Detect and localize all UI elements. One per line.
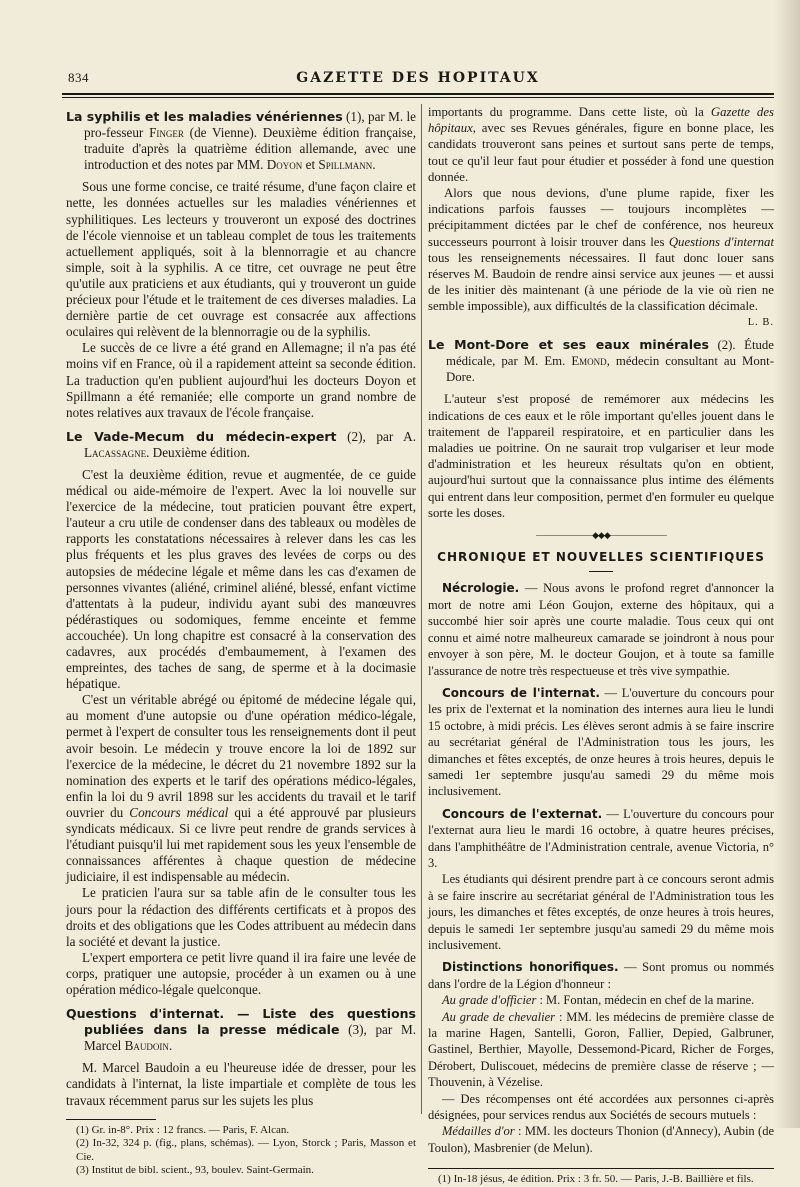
paragraph: Le succès de ce livre a été grand en Allemagne; il n'a pas été moins vif en France, où il a rapidement atteint sa seconde édition. La traduction qu'en publient aujourd'hui les docteurs Doyon et Spillmann a été remaniée; elle comporte un grand nombre de notes relatives aux travaux de l'école française. — [66, 340, 416, 420]
review-title: La syphilis et les maladies vénériennes — [66, 109, 343, 124]
review-ref: (1), par M. le pro-fesseur — [84, 109, 416, 141]
translator-name: Spillmann — [318, 157, 373, 173]
review-ref: (2), par A. — [336, 428, 417, 444]
news-section — [428, 580, 774, 1156]
news-item — [428, 806, 774, 872]
news-paragraph: — Des récompenses ont été accordées aux personnes ci-après désignées, pour services rendus aux Sociétés de secours mutuels : — [428, 1091, 774, 1123]
review-syphilis-heading — [66, 109, 416, 173]
review-title: Questions d'internat. — Liste des questions publiées dans la presse médicale — [66, 1006, 416, 1038]
news-head: Nécrologie. — [442, 581, 520, 596]
right-column — [428, 104, 774, 1187]
italic-label: Au grade de chevalier — [442, 1009, 556, 1024]
paragraph — [428, 185, 774, 315]
text-run: Alors que nous devions, d'une plume rapide, fixer les indications parfois fausses — toujours incomplètes — précipitamment dictées par le chef de conférence, nos heureux successeurs pourront à loisir trouver dans les — [428, 186, 774, 249]
review-desc: . Deuxième édition. — [146, 444, 251, 460]
footnote: (2) In-32, 324 p. (fig., plans, schémas). — Lyon, Storck ; Paris, Masson et Cie. — [76, 1137, 416, 1163]
paragraph — [66, 692, 416, 885]
review-author: Emond — [571, 354, 607, 369]
section-ornament: ———————◆◆◆——————— — [536, 530, 666, 541]
news-item — [428, 959, 774, 992]
footnote: (1) In-18 jésus, 4e édition. Prix : 3 fr. 50. — Paris, J.-B. Baillière et fils. — [438, 1173, 754, 1186]
text-run: , avec ses Revues générales, figure en bonne place, les candidats trouveront sans peines et surtout sans perte de temps, tout ce qu'il leur faut pour étudier et posséder à fond une question donnée. — [428, 121, 774, 184]
review-ref: (2). Étude médicale, par M. Em. — [446, 337, 774, 369]
italic-label: Au grade d'officier — [442, 993, 537, 1008]
news-paragraph: Les étudiants qui désirent prendre part à ce concours seront admis à se faire inscrire au secrétariat général de l'Administration tous les jours, les dimanches et fêtes exceptés, de onze heures à trois heures, depuis le samedi 1er septembre jusqu'au samedi 29 du même mois inclusivement. — [428, 872, 774, 953]
paragraph: Sous une forme concise, ce traité résume, d'une façon claire et nette, les données actuelles sur les maladies vénériennes et syphilitiques. Les lecteurs y trouveront un exposé des doctrines de l'école viennoise et un tableau complet de tous les traitements actuellement appliqués, soit à la blennorragie et au chancre simple, soit à la syphilis. A ce titre, cet ouvrage ne peut être qu'utile aux praticiens et aux étudiants, qui y trouveront un guide précieux pour l'étude et le traitement de ces diverses maladies. La dernière partie de cet ouvrage est consacrée aux affections oculaires qui relèvent de la blennorragie ou de la syphilis. — [66, 179, 416, 340]
footnote: (1) Gr. in-8°. Prix : 12 francs. — Paris, F. Alcan. — [76, 1123, 290, 1136]
header-rule-thin — [62, 97, 774, 98]
news-paragraph — [428, 1123, 774, 1156]
news-paragraph — [428, 1009, 774, 1091]
short-rule — [589, 571, 613, 572]
text-run: tous les renseignements nécessaires. Il faut donc louer sans réserves M. Baudoin de rendre ainsi service aux jeunes — et aussi de les initier dès maintenant (à une période de la vie où rien ne semble impossible), aux difficultés de la classification décimale. — [428, 250, 774, 314]
author-signature: L. B. — [747, 316, 774, 328]
news-head: Distinctions honorifiques. — [442, 960, 619, 975]
chronique-heading: CHRONIQUE ET NOUVELLES SCIENTIFIQUES — [437, 550, 765, 565]
column-divider — [421, 104, 422, 1114]
news-text: — L'ouverture du concours pour l'externat aura lieu le mardi 16 octobre, à quatre heures précises, dans l'amphithéâtre de l'Administration centrale, avenue Victoria, n° 3. — [428, 806, 774, 870]
paragraph: M. Marcel Baudoin a eu l'heureuse idée de dresser, pour les candidats à l'internat, la liste impartiale et complète de tous les travaux récemment parus sur les sujets les plus — [66, 1060, 416, 1108]
news-text: — Nous avons le profond regret d'annoncer la mort de notre ami Léon Goujon, externe des hôpitaux, qui a succombé hier soir après une courte maladie. Tous ceux qui ont connu et aimé notre malheureux camarade se joindront à nous pour envoyer à son père, M. le docteur Goujon, et à toute sa famille l'assurance de notre très respectueuse et très vive sympathie. — [428, 581, 774, 678]
news-head: Concours de l'externat. — [442, 806, 603, 821]
news-paragraph — [428, 992, 774, 1008]
news-text: — L'ouverture du concours pour les prix de l'externat et la nomination des internes aura lieu le lundi 15 octobre, à midi précis. Les élèves seront admis à se faire inscrire au secrétariat général de l'Administration tous les jours, les dimanches et fêtes exceptés, de onze heures à trois heures, depuis le samedi 1er septembre jusqu'au samedi 29 du même mois inclusivement. — [428, 685, 775, 799]
translator-name: Doyon — [266, 157, 303, 173]
paragraph: Le praticien l'aura sur sa table afin de le consulter tous les jours pour la rédaction des différents certificats et à propos des droits et des obligations que les Codes attribuent au médecin dans la société et devant la justice. — [66, 885, 416, 949]
paragraph: L'expert emportera ce petit livre quand il ira faire une levée de corps, pratiquer une autopsie, procéder à un examen ou à une opération médico-légale quelconque. — [66, 949, 416, 997]
conjunction: et — [302, 157, 319, 173]
journal-title: GAZETTE DES HOPITAUX — [296, 70, 540, 86]
news-text: : MM. les docteurs Thonion (d'Annecy), Aubin (de Toulon), Masbrenier (de Melun). — [428, 1124, 774, 1155]
review-author: Finger — [149, 125, 184, 141]
paragraph: L'auteur s'est proposé de remémorer aux médecins les indications de ces eaux et le rôle important qu'elles jouent dans le traitement de l'appareil respiratoire, et en particulier dans les maladies ue poitrine. On ne saurait trop vulgariser et leur mode d'administration et les heureux résultats qu'on en obtient, aujourd'hui surtout que la connaissance plus intime des éléments qui entrent dans leur composition, permet d'en formuler eu quelque sorte les doses. — [428, 392, 774, 520]
review-montdore-heading — [428, 337, 774, 386]
punctuation: . — [168, 1038, 173, 1054]
text-run: C'est un véritable abrégé ou épitomé de médecine légale qui, au moment d'une autopsie ou d'une opération médico-légale, permet à l'expert de consulter tous les renseignements dont il peut avoir besoin. Le médecin y trouve encore la loi de 1892 sur l'exercice de la médecine, le décret du 21 novembre 1892 sur la nomination des experts et le tarif des opérations médico-légales, enfin la loi du 9 avril 1898 sur les accidents du travail et le tarif ouvrier du — [66, 692, 416, 820]
text-run: importants du programme. Dans cette liste, où la — [428, 105, 711, 119]
review-ref: (3), par M. Marcel — [84, 1022, 416, 1054]
italic-title: Gazette des hôpitaux — [428, 105, 774, 136]
italic-title: Questions d'internat — [668, 234, 775, 249]
news-text: : MM. les médecins de première classe de la marine Hagen, Santelli, Goron, Fallier, Depied, Galbruner, Gastinel, Berthier, Mayolle, Dessemond-Picard, Richer de Forges, Dérobert, Duliscouet, médecins de première classe de réserve ; — Thouvenin, à Vézelise. — [428, 1009, 774, 1090]
review-author: Lacassagne — [84, 444, 147, 460]
news-item — [428, 685, 774, 800]
news-item — [428, 580, 774, 678]
news-text: — Sont promus ou nommés dans l'ordre de la Légion d'honneur : — [428, 960, 774, 991]
italic-label: Médailles d'or — [442, 1124, 515, 1139]
left-column — [66, 104, 416, 1178]
italic-title: Concours médical — [129, 804, 229, 820]
punctuation: . — [372, 157, 376, 173]
review-desc: (de Vienne). Deuxième édition française, traduite d'après la quatrième édition allemande, avec une introduction et des notes par MM. — [84, 125, 416, 173]
review-title: Le Mont-Dore et ses eaux minérales — [428, 336, 709, 352]
header-rule — [62, 93, 774, 95]
page-number: 834 — [68, 70, 89, 85]
review-desc: , médecin consultant au Mont-Dore. — [446, 354, 774, 385]
page-edge-shadow — [774, 0, 800, 1128]
footnote: (3) Institut de bibl. scient., 93, boulev. Saint-Germain. — [76, 1164, 314, 1177]
footnote-rule — [428, 1168, 774, 1169]
paragraph: C'est la deuxième édition, revue et augmentée, de ce guide médical ou aide-mémoire de l'expert. Avec la loi nouvelle sur l'exercice de la médecine, tout praticien pouvant être expert, l'auteur a cru utile de condenser dans des tableaux ou modèles de rapports les constatations nécessaires à relever dans les cas les plus fréquents et les plus graves des levées de corps ou des autopsies de médecine légale et même dans les cas d'examen de personnes vivantes (aliéné, criminel aliéné, blessé, enfant victime d'attentats à la pudeur, individu ayant subi des manœuvres pédérastiques ou sodomiques, femme enceinte et femme accouchée). Un long chapitre est consacré à la conservation des cadavres, aux procédés d'embaumement, à l'examen des empreintes, des taches de sang, de sperme et à la docimasie hépatique. — [66, 466, 416, 692]
text-run: qui a été approuvé par plusieurs syndicats médicaux. Si ce livre peut rendre de grands services à l'étudiant puisqu'il lui met rapidement sous les yeux l'ensemble de connaissances afférentes à chaque question de médecine judiciaire, il est indispensable au médecin. — [66, 804, 416, 885]
page-header — [62, 70, 774, 92]
news-head: Concours de l'internat. — [442, 685, 600, 700]
paragraph — [428, 104, 774, 185]
review-questions-heading — [66, 1006, 416, 1054]
review-author: Baudoin — [124, 1038, 169, 1054]
review-title: Le Vade-Mecum du médecin-expert — [66, 428, 337, 444]
review-vademecum-heading — [66, 429, 416, 461]
footnote-rule — [66, 1119, 156, 1120]
news-text: : M. Fontan, médecin en chef de la marine. — [536, 993, 755, 1008]
